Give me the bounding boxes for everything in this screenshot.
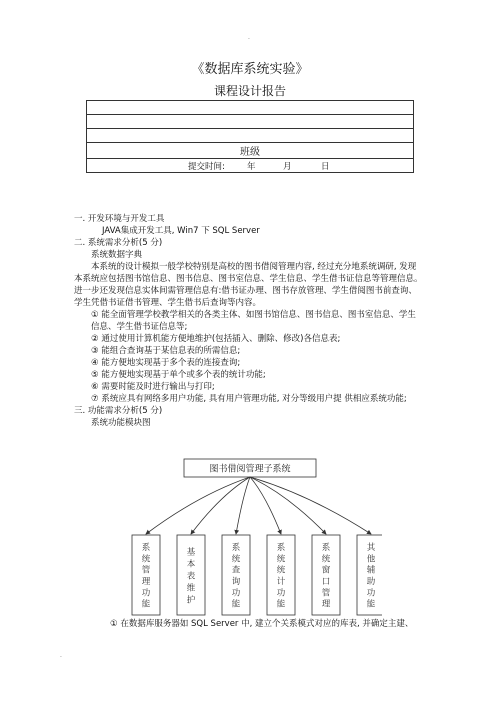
year-label: 年 [247, 162, 256, 172]
report-body [74, 213, 424, 429]
requirement-item: ① 能全面管理学校教学相关的各类主体、如图书馆信息、图书信息、图书室信息、学生信息、学生借书证信息等; [91, 310, 416, 332]
class-label: 班级 [87, 143, 414, 159]
function-module-diagram [118, 455, 382, 620]
section-subheading-2: 系统数据字典 [91, 250, 143, 260]
requirement-item: ⑤ 能方便地实现基于单个或多个表的统计功能; [91, 370, 266, 380]
connector-arrow [191, 477, 250, 534]
module-label: 基本表维护 [186, 546, 196, 605]
info-cell [87, 129, 414, 143]
environment-text: JAVA集成开发工具, Win7 下 SQL Server [102, 226, 260, 236]
connector-arrow [250, 477, 326, 534]
requirement-item: ④ 能方便地实现基于多个表的连接查询; [91, 358, 241, 368]
requirement-item: ⑦ 系统应具有网络多用户功能, 具有用户管理功能, 对分等级用户提 供相应系统功能; [91, 394, 407, 404]
day-label: 日 [321, 162, 330, 172]
footer-dot: . [60, 652, 62, 659]
module-label: 系统统计功能 [276, 542, 286, 609]
module-label: 系统管理功能 [141, 542, 151, 609]
section-heading-1: 一. 开发环境与开发工具 [74, 214, 165, 224]
module-label: 系统查询功能 [231, 542, 241, 609]
requirement-paragraph: 本系统的设计模拟一般学校特别是高校的图书借阅管理内容, 经过充分地系统调研, 发现本系统应包括图书馆信息、图书信息、图书室信息、学生信息、学生借书证信息等管理信息。进一步还发现信息实体间需管理信息有:借书证办理、图书存放管理、学生借阅图书前查询、学生凭借书证借书管理、学生借书后查询等内容。 [74, 262, 423, 308]
header-dot: . [248, 34, 250, 41]
root-label: 图书借阅管理子系统 [209, 463, 291, 474]
diagram-modules [132, 535, 382, 615]
section-heading-2: 二. 系统需求分析(5 分) [74, 238, 163, 248]
footer-text: ① 在数据库服务器如 SQL Server 中, 建立个关系模式对应的库表, 并确定主建、 [110, 619, 414, 629]
module-label: 系统窗口管理 [321, 542, 331, 609]
info-cell [87, 101, 414, 115]
document-subtitle: 课程设计报告 [213, 84, 286, 98]
month-label: 月 [283, 162, 292, 172]
submit-label: 提交时间: [188, 162, 225, 172]
document-title: 《数据库系统实验》 [191, 62, 309, 77]
module-label: 其他辅助功能 [366, 542, 376, 609]
info-cell [87, 115, 414, 129]
requirement-item: ⑥ 需要时能及时进行输出与打印; [91, 382, 215, 392]
section-subheading-3: 系统功能模块图 [91, 418, 151, 428]
diagram-connectors [146, 477, 371, 534]
section-heading-3: 三. 功能需求分析(5 分) [74, 406, 163, 416]
requirement-item: ② 通过使用计算机能方便地维护(包括插入、删除、修改)各信息表; [91, 334, 341, 344]
requirement-item: ③ 能组合查询基于某信息表的所需信息; [91, 346, 241, 356]
